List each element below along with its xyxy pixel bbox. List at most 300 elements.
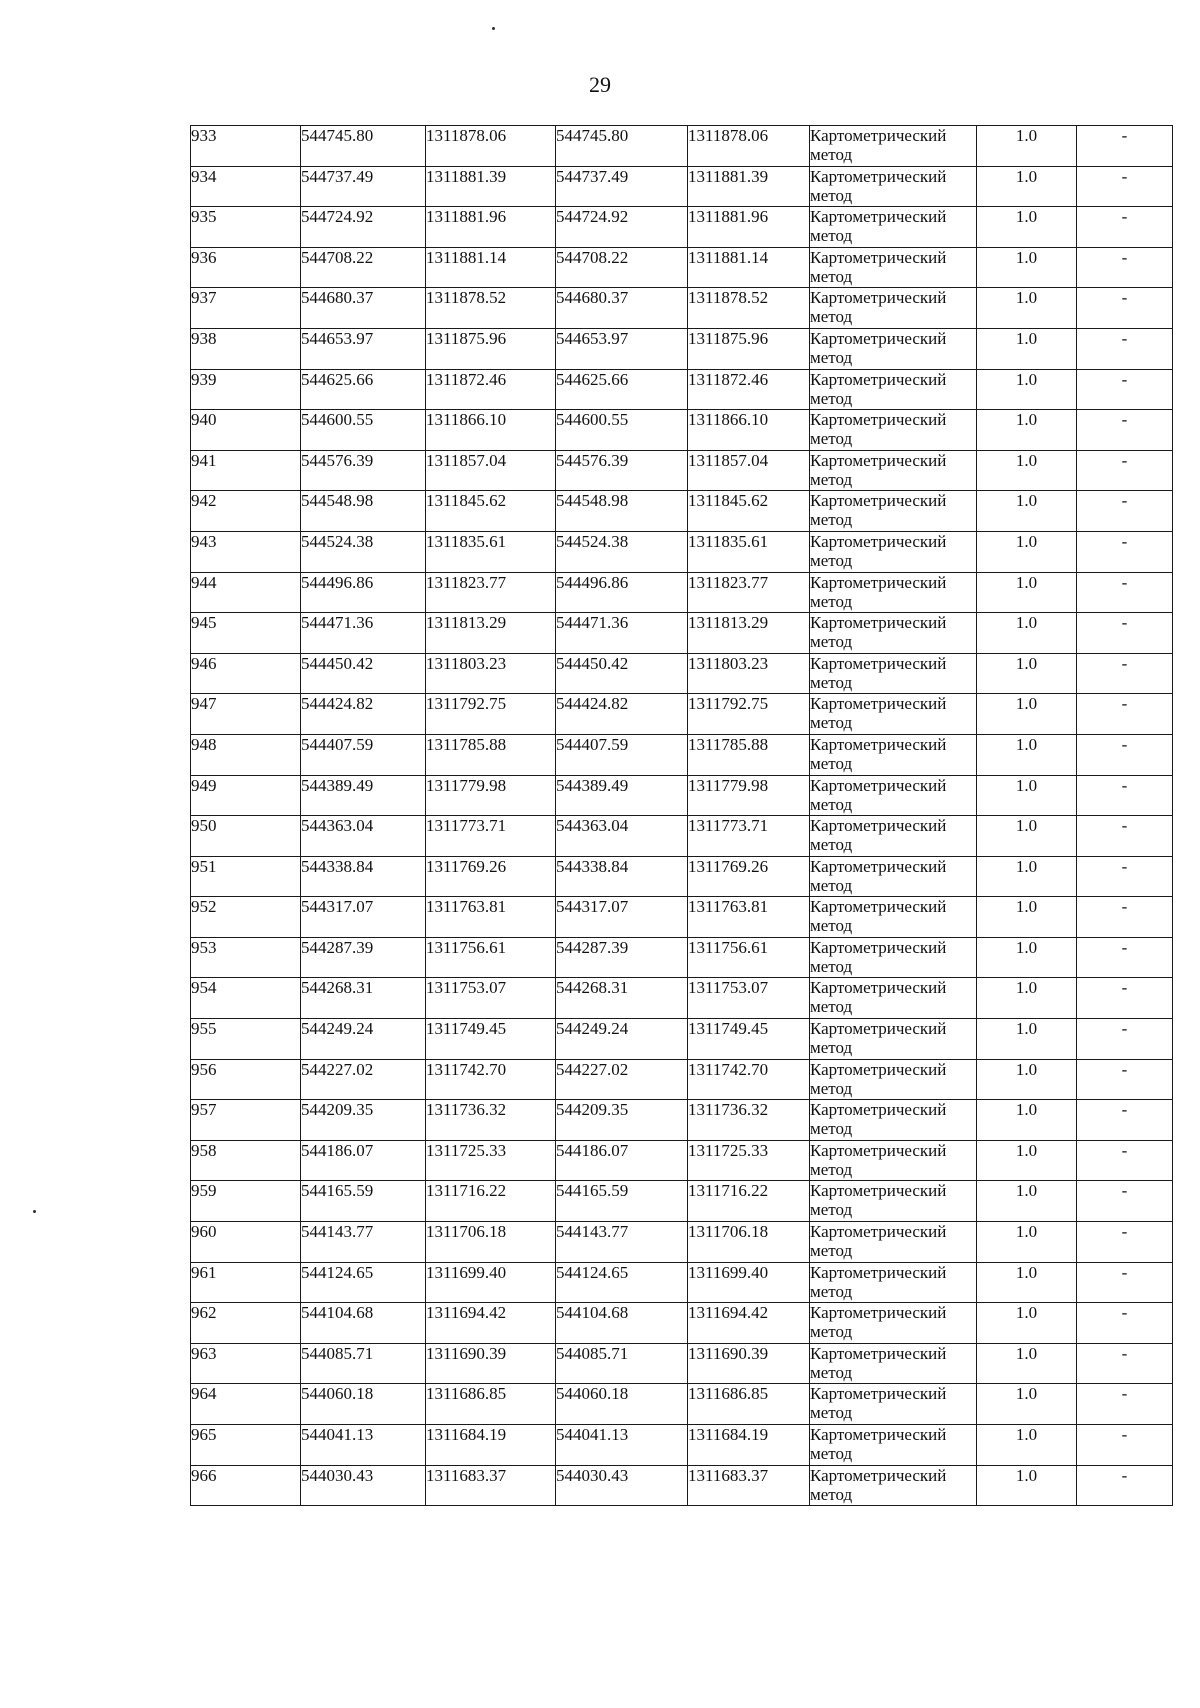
description-cell: - (1077, 572, 1173, 613)
method-label-line2: метод (810, 1078, 853, 1098)
point-number-cell: 953 (191, 937, 301, 978)
x-coordinate-cell: 544653.97 (301, 328, 426, 369)
y-coordinate-cell: 1311875.96 (426, 328, 556, 369)
x-coordinate-repeat-cell: 544268.31 (556, 978, 688, 1019)
y-coordinate-cell: 1311881.39 (426, 166, 556, 207)
method-cell (810, 450, 977, 491)
point-number-cell: 940 (191, 410, 301, 451)
method-cell (810, 897, 977, 938)
y-coordinate-cell: 1311756.61 (426, 937, 556, 978)
x-coordinate-cell: 544165.59 (301, 1181, 426, 1222)
x-coordinate-repeat-cell: 544338.84 (556, 856, 688, 897)
accuracy-cell: 1.0 (977, 1140, 1077, 1181)
method-label-line2: метод (810, 1119, 853, 1139)
method-label-line1: Картометрический (810, 897, 947, 917)
method-cell (810, 1384, 977, 1425)
table-row (191, 1384, 1173, 1425)
method-cell (810, 1262, 977, 1303)
point-number-cell: 965 (191, 1425, 301, 1466)
accuracy-cell: 1.0 (977, 126, 1077, 167)
description-cell: - (1077, 978, 1173, 1019)
point-number-cell: 948 (191, 734, 301, 775)
y-coordinate-repeat-cell: 1311872.46 (688, 369, 810, 410)
method-label-line1: Картометрический (810, 734, 947, 754)
table-row (191, 1222, 1173, 1263)
table-row (191, 613, 1173, 654)
table-row (191, 1019, 1173, 1060)
table-row (191, 410, 1173, 451)
x-coordinate-cell: 544600.55 (301, 410, 426, 451)
method-label-line1: Картометрический (810, 328, 947, 348)
x-coordinate-repeat-cell: 544450.42 (556, 653, 688, 694)
x-coordinate-cell: 544407.59 (301, 734, 426, 775)
point-number-cell: 951 (191, 856, 301, 897)
y-coordinate-cell: 1311792.75 (426, 694, 556, 735)
method-label-line2: метод (810, 469, 853, 489)
y-coordinate-repeat-cell: 1311686.85 (688, 1384, 810, 1425)
method-cell (810, 937, 977, 978)
method-label-line1: Картометрический (810, 1384, 947, 1404)
y-coordinate-repeat-cell: 1311753.07 (688, 978, 810, 1019)
method-label-line2: метод (810, 429, 853, 449)
method-label-line1: Картометрический (810, 1100, 947, 1120)
accuracy-cell: 1.0 (977, 1059, 1077, 1100)
method-label-line1: Картометрический (810, 1181, 947, 1201)
x-coordinate-repeat-cell: 544600.55 (556, 410, 688, 451)
x-coordinate-cell: 544496.86 (301, 572, 426, 613)
method-label-line2: метод (810, 632, 853, 652)
y-coordinate-repeat-cell: 1311845.62 (688, 491, 810, 532)
description-cell: - (1077, 775, 1173, 816)
table-row (191, 247, 1173, 288)
method-label-line1: Картометрический (810, 1140, 947, 1160)
accuracy-cell: 1.0 (977, 1343, 1077, 1384)
description-cell: - (1077, 450, 1173, 491)
y-coordinate-cell: 1311763.81 (426, 897, 556, 938)
method-label-line1: Картометрический (810, 816, 947, 836)
x-coordinate-repeat-cell: 544249.24 (556, 1019, 688, 1060)
x-coordinate-cell: 544287.39 (301, 937, 426, 978)
point-number-cell: 960 (191, 1222, 301, 1263)
x-coordinate-cell: 544363.04 (301, 816, 426, 857)
method-label-line1: Картометрический (810, 126, 947, 145)
x-coordinate-cell: 544338.84 (301, 856, 426, 897)
method-label-line2: метод (810, 753, 853, 773)
method-label-line1: Картометрический (810, 369, 947, 389)
method-label-line1: Картометрический (810, 207, 947, 227)
method-label-line2: метод (810, 388, 853, 408)
point-number-cell: 939 (191, 369, 301, 410)
table-row (191, 1465, 1173, 1506)
point-number-cell: 941 (191, 450, 301, 491)
accuracy-cell: 1.0 (977, 1100, 1077, 1141)
y-coordinate-repeat-cell: 1311699.40 (688, 1262, 810, 1303)
method-label-line1: Картометрический (810, 491, 947, 511)
y-coordinate-cell: 1311845.62 (426, 491, 556, 532)
y-coordinate-repeat-cell: 1311742.70 (688, 1059, 810, 1100)
table-row (191, 450, 1173, 491)
y-coordinate-repeat-cell: 1311769.26 (688, 856, 810, 897)
description-cell: - (1077, 1059, 1173, 1100)
description-cell: - (1077, 734, 1173, 775)
page-number: 29 (589, 72, 611, 97)
description-cell: - (1077, 1222, 1173, 1263)
y-coordinate-repeat-cell: 1311725.33 (688, 1140, 810, 1181)
method-cell (810, 1425, 977, 1466)
method-label-line2: метод (810, 266, 853, 286)
y-coordinate-cell: 1311769.26 (426, 856, 556, 897)
y-coordinate-cell: 1311773.71 (426, 816, 556, 857)
accuracy-cell: 1.0 (977, 1303, 1077, 1344)
y-coordinate-cell: 1311736.32 (426, 1100, 556, 1141)
description-cell: - (1077, 328, 1173, 369)
x-coordinate-repeat-cell: 544389.49 (556, 775, 688, 816)
method-cell (810, 856, 977, 897)
method-cell (810, 207, 977, 248)
y-coordinate-cell: 1311872.46 (426, 369, 556, 410)
point-number-cell: 936 (191, 247, 301, 288)
description-cell: - (1077, 1181, 1173, 1222)
x-coordinate-cell: 544227.02 (301, 1059, 426, 1100)
y-coordinate-repeat-cell: 1311835.61 (688, 531, 810, 572)
x-coordinate-cell: 544745.80 (301, 126, 426, 167)
y-coordinate-repeat-cell: 1311773.71 (688, 816, 810, 857)
point-number-cell: 966 (191, 1465, 301, 1506)
accuracy-cell: 1.0 (977, 734, 1077, 775)
y-coordinate-repeat-cell: 1311813.29 (688, 613, 810, 654)
point-number-cell: 938 (191, 328, 301, 369)
description-cell: - (1077, 613, 1173, 654)
accuracy-cell: 1.0 (977, 369, 1077, 410)
description-cell: - (1077, 1019, 1173, 1060)
method-cell (810, 247, 977, 288)
method-label-line1: Картометрический (810, 1019, 947, 1039)
x-coordinate-cell: 544680.37 (301, 288, 426, 329)
y-coordinate-cell: 1311881.14 (426, 247, 556, 288)
description-cell: - (1077, 694, 1173, 735)
x-coordinate-repeat-cell: 544524.38 (556, 531, 688, 572)
description-cell: - (1077, 1262, 1173, 1303)
x-coordinate-repeat-cell: 544708.22 (556, 247, 688, 288)
description-cell: - (1077, 1343, 1173, 1384)
table-row (191, 897, 1173, 938)
x-coordinate-repeat-cell: 544745.80 (556, 126, 688, 167)
table-row (191, 1303, 1173, 1344)
method-label-line1: Картометрический (810, 1222, 947, 1242)
x-coordinate-cell: 544041.13 (301, 1425, 426, 1466)
scan-speck (33, 1210, 36, 1213)
y-coordinate-cell: 1311803.23 (426, 653, 556, 694)
method-cell (810, 369, 977, 410)
y-coordinate-cell: 1311686.85 (426, 1384, 556, 1425)
method-label-line2: метод (810, 997, 853, 1017)
table-row (191, 1343, 1173, 1384)
method-label-line2: метод (810, 672, 853, 692)
y-coordinate-repeat-cell: 1311792.75 (688, 694, 810, 735)
accuracy-cell: 1.0 (977, 1465, 1077, 1506)
description-cell: - (1077, 937, 1173, 978)
method-label-line1: Картометрический (810, 1262, 947, 1282)
y-coordinate-repeat-cell: 1311875.96 (688, 328, 810, 369)
x-coordinate-repeat-cell: 544041.13 (556, 1425, 688, 1466)
y-coordinate-repeat-cell: 1311749.45 (688, 1019, 810, 1060)
method-label-line2: метод (810, 226, 853, 246)
y-coordinate-repeat-cell: 1311779.98 (688, 775, 810, 816)
x-coordinate-repeat-cell: 544165.59 (556, 1181, 688, 1222)
accuracy-cell: 1.0 (977, 897, 1077, 938)
accuracy-cell: 1.0 (977, 1262, 1077, 1303)
table-row (191, 653, 1173, 694)
y-coordinate-repeat-cell: 1311683.37 (688, 1465, 810, 1506)
method-label-line2: метод (810, 1200, 853, 1220)
y-coordinate-repeat-cell: 1311878.06 (688, 126, 810, 167)
y-coordinate-cell: 1311706.18 (426, 1222, 556, 1263)
x-coordinate-cell: 544124.65 (301, 1262, 426, 1303)
method-cell (810, 978, 977, 1019)
method-label-line2: метод (810, 1241, 853, 1261)
method-label-line1: Картометрический (810, 937, 947, 957)
method-label-line2: метод (810, 875, 853, 895)
accuracy-cell: 1.0 (977, 1425, 1077, 1466)
x-coordinate-cell: 544030.43 (301, 1465, 426, 1506)
description-cell: - (1077, 288, 1173, 329)
x-coordinate-repeat-cell: 544227.02 (556, 1059, 688, 1100)
method-label-line1: Картометрический (810, 1303, 947, 1323)
method-label-line2: метод (810, 1322, 853, 1342)
description-cell: - (1077, 816, 1173, 857)
point-number-cell: 954 (191, 978, 301, 1019)
table-row (191, 694, 1173, 735)
y-coordinate-cell: 1311866.10 (426, 410, 556, 451)
description-cell: - (1077, 1100, 1173, 1141)
y-coordinate-repeat-cell: 1311706.18 (688, 1222, 810, 1263)
method-label-line1: Картометрический (810, 1343, 947, 1363)
x-coordinate-repeat-cell: 544186.07 (556, 1140, 688, 1181)
accuracy-cell: 1.0 (977, 247, 1077, 288)
y-coordinate-cell: 1311683.37 (426, 1465, 556, 1506)
table-row (191, 1100, 1173, 1141)
x-coordinate-repeat-cell: 544625.66 (556, 369, 688, 410)
table-row (191, 491, 1173, 532)
x-coordinate-repeat-cell: 544363.04 (556, 816, 688, 857)
method-cell (810, 653, 977, 694)
x-coordinate-cell: 544471.36 (301, 613, 426, 654)
x-coordinate-cell: 544708.22 (301, 247, 426, 288)
x-coordinate-cell: 544524.38 (301, 531, 426, 572)
x-coordinate-repeat-cell: 544548.98 (556, 491, 688, 532)
accuracy-cell: 1.0 (977, 166, 1077, 207)
y-coordinate-repeat-cell: 1311756.61 (688, 937, 810, 978)
method-cell (810, 1140, 977, 1181)
y-coordinate-repeat-cell: 1311881.14 (688, 247, 810, 288)
method-cell (810, 613, 977, 654)
method-label-line2: метод (810, 185, 853, 205)
point-number-cell: 946 (191, 653, 301, 694)
description-cell: - (1077, 1303, 1173, 1344)
method-cell (810, 1222, 977, 1263)
accuracy-cell: 1.0 (977, 816, 1077, 857)
accuracy-cell: 1.0 (977, 978, 1077, 1019)
point-number-cell: 944 (191, 572, 301, 613)
table-row (191, 166, 1173, 207)
description-cell: - (1077, 653, 1173, 694)
point-number-cell: 962 (191, 1303, 301, 1344)
accuracy-cell: 1.0 (977, 288, 1077, 329)
y-coordinate-cell: 1311699.40 (426, 1262, 556, 1303)
method-cell (810, 1303, 977, 1344)
method-label-line1: Картометрический (810, 856, 947, 876)
y-coordinate-cell: 1311835.61 (426, 531, 556, 572)
table-row (191, 1181, 1173, 1222)
accuracy-cell: 1.0 (977, 328, 1077, 369)
method-label-line1: Картометрический (810, 1425, 947, 1444)
method-label-line1: Картометрический (810, 1059, 947, 1079)
y-coordinate-repeat-cell: 1311690.39 (688, 1343, 810, 1384)
method-cell (810, 1059, 977, 1100)
method-cell (810, 531, 977, 572)
method-label-line1: Картометрический (810, 288, 947, 308)
description-cell: - (1077, 1425, 1173, 1466)
method-label-line2: метод (810, 713, 853, 733)
y-coordinate-cell: 1311823.77 (426, 572, 556, 613)
method-cell (810, 775, 977, 816)
point-number-cell: 955 (191, 1019, 301, 1060)
description-cell: - (1077, 1384, 1173, 1425)
accuracy-cell: 1.0 (977, 410, 1077, 451)
table-row (191, 734, 1173, 775)
method-label-line2: метод (810, 510, 853, 530)
method-label-line2: метод (810, 550, 853, 570)
description-cell: - (1077, 207, 1173, 248)
point-number-cell: 949 (191, 775, 301, 816)
point-number-cell: 956 (191, 1059, 301, 1100)
x-coordinate-cell: 544450.42 (301, 653, 426, 694)
y-coordinate-repeat-cell: 1311694.42 (688, 1303, 810, 1344)
accuracy-cell: 1.0 (977, 1384, 1077, 1425)
y-coordinate-cell: 1311742.70 (426, 1059, 556, 1100)
method-cell (810, 1100, 977, 1141)
description-cell: - (1077, 1140, 1173, 1181)
scan-speck (492, 27, 495, 30)
accuracy-cell: 1.0 (977, 694, 1077, 735)
y-coordinate-cell: 1311881.96 (426, 207, 556, 248)
method-cell (810, 694, 977, 735)
y-coordinate-repeat-cell: 1311881.96 (688, 207, 810, 248)
method-label-line1: Картометрический (810, 450, 947, 470)
table-row (191, 816, 1173, 857)
y-coordinate-cell: 1311753.07 (426, 978, 556, 1019)
method-label-line2: метод (810, 956, 853, 976)
table-row (191, 572, 1173, 613)
method-label-line1: Картометрический (810, 531, 947, 551)
accuracy-cell: 1.0 (977, 1181, 1077, 1222)
y-coordinate-cell: 1311785.88 (426, 734, 556, 775)
x-coordinate-cell: 544268.31 (301, 978, 426, 1019)
method-cell (810, 166, 977, 207)
method-label-line2: метод (810, 835, 853, 855)
table-row (191, 1262, 1173, 1303)
method-label-line1: Картометрический (810, 775, 947, 795)
y-coordinate-repeat-cell: 1311716.22 (688, 1181, 810, 1222)
y-coordinate-cell: 1311725.33 (426, 1140, 556, 1181)
x-coordinate-repeat-cell: 544104.68 (556, 1303, 688, 1344)
y-coordinate-cell: 1311878.06 (426, 126, 556, 167)
x-coordinate-repeat-cell: 544424.82 (556, 694, 688, 735)
x-coordinate-cell: 544625.66 (301, 369, 426, 410)
point-number-cell: 947 (191, 694, 301, 735)
x-coordinate-cell: 544186.07 (301, 1140, 426, 1181)
x-coordinate-cell: 544104.68 (301, 1303, 426, 1344)
point-number-cell: 964 (191, 1384, 301, 1425)
y-coordinate-cell: 1311716.22 (426, 1181, 556, 1222)
x-coordinate-cell: 544249.24 (301, 1019, 426, 1060)
method-cell (810, 572, 977, 613)
method-label-line2: метод (810, 1444, 853, 1463)
method-label-line2: метод (810, 1281, 853, 1301)
method-label-line1: Картометрический (810, 694, 947, 714)
point-number-cell: 950 (191, 816, 301, 857)
method-cell (810, 734, 977, 775)
table-body (191, 126, 1173, 1506)
table-row (191, 775, 1173, 816)
y-coordinate-repeat-cell: 1311857.04 (688, 450, 810, 491)
method-cell (810, 126, 977, 167)
x-coordinate-cell: 544548.98 (301, 491, 426, 532)
description-cell: - (1077, 491, 1173, 532)
x-coordinate-repeat-cell: 544496.86 (556, 572, 688, 613)
accuracy-cell: 1.0 (977, 1019, 1077, 1060)
method-cell (810, 288, 977, 329)
method-label-line2: метод (810, 1484, 853, 1504)
y-coordinate-repeat-cell: 1311785.88 (688, 734, 810, 775)
method-label-line2: метод (810, 916, 853, 936)
point-number-cell: 959 (191, 1181, 301, 1222)
y-coordinate-repeat-cell: 1311763.81 (688, 897, 810, 938)
method-cell (810, 328, 977, 369)
table-row (191, 1425, 1173, 1466)
method-label-line2: метод (810, 591, 853, 611)
coordinates-table (190, 125, 1173, 1506)
table-row (191, 1140, 1173, 1181)
point-number-cell: 958 (191, 1140, 301, 1181)
y-coordinate-repeat-cell: 1311878.52 (688, 288, 810, 329)
accuracy-cell: 1.0 (977, 450, 1077, 491)
method-label-line2: метод (810, 1038, 853, 1058)
description-cell: - (1077, 410, 1173, 451)
table-row (191, 207, 1173, 248)
table-row (191, 369, 1173, 410)
table-row (191, 978, 1173, 1019)
x-coordinate-repeat-cell: 544653.97 (556, 328, 688, 369)
method-label-line2: метод (810, 307, 853, 327)
description-cell: - (1077, 897, 1173, 938)
point-number-cell: 934 (191, 166, 301, 207)
method-cell (810, 491, 977, 532)
description-cell: - (1077, 856, 1173, 897)
y-coordinate-repeat-cell: 1311823.77 (688, 572, 810, 613)
description-cell: - (1077, 166, 1173, 207)
point-number-cell: 935 (191, 207, 301, 248)
point-number-cell: 933 (191, 126, 301, 167)
x-coordinate-repeat-cell: 544737.49 (556, 166, 688, 207)
method-cell (810, 816, 977, 857)
x-coordinate-cell: 544085.71 (301, 1343, 426, 1384)
y-coordinate-repeat-cell: 1311803.23 (688, 653, 810, 694)
method-label-line1: Картометрический (810, 247, 947, 267)
x-coordinate-cell: 544576.39 (301, 450, 426, 491)
table-row (191, 1059, 1173, 1100)
method-label-line1: Картометрический (810, 978, 947, 998)
